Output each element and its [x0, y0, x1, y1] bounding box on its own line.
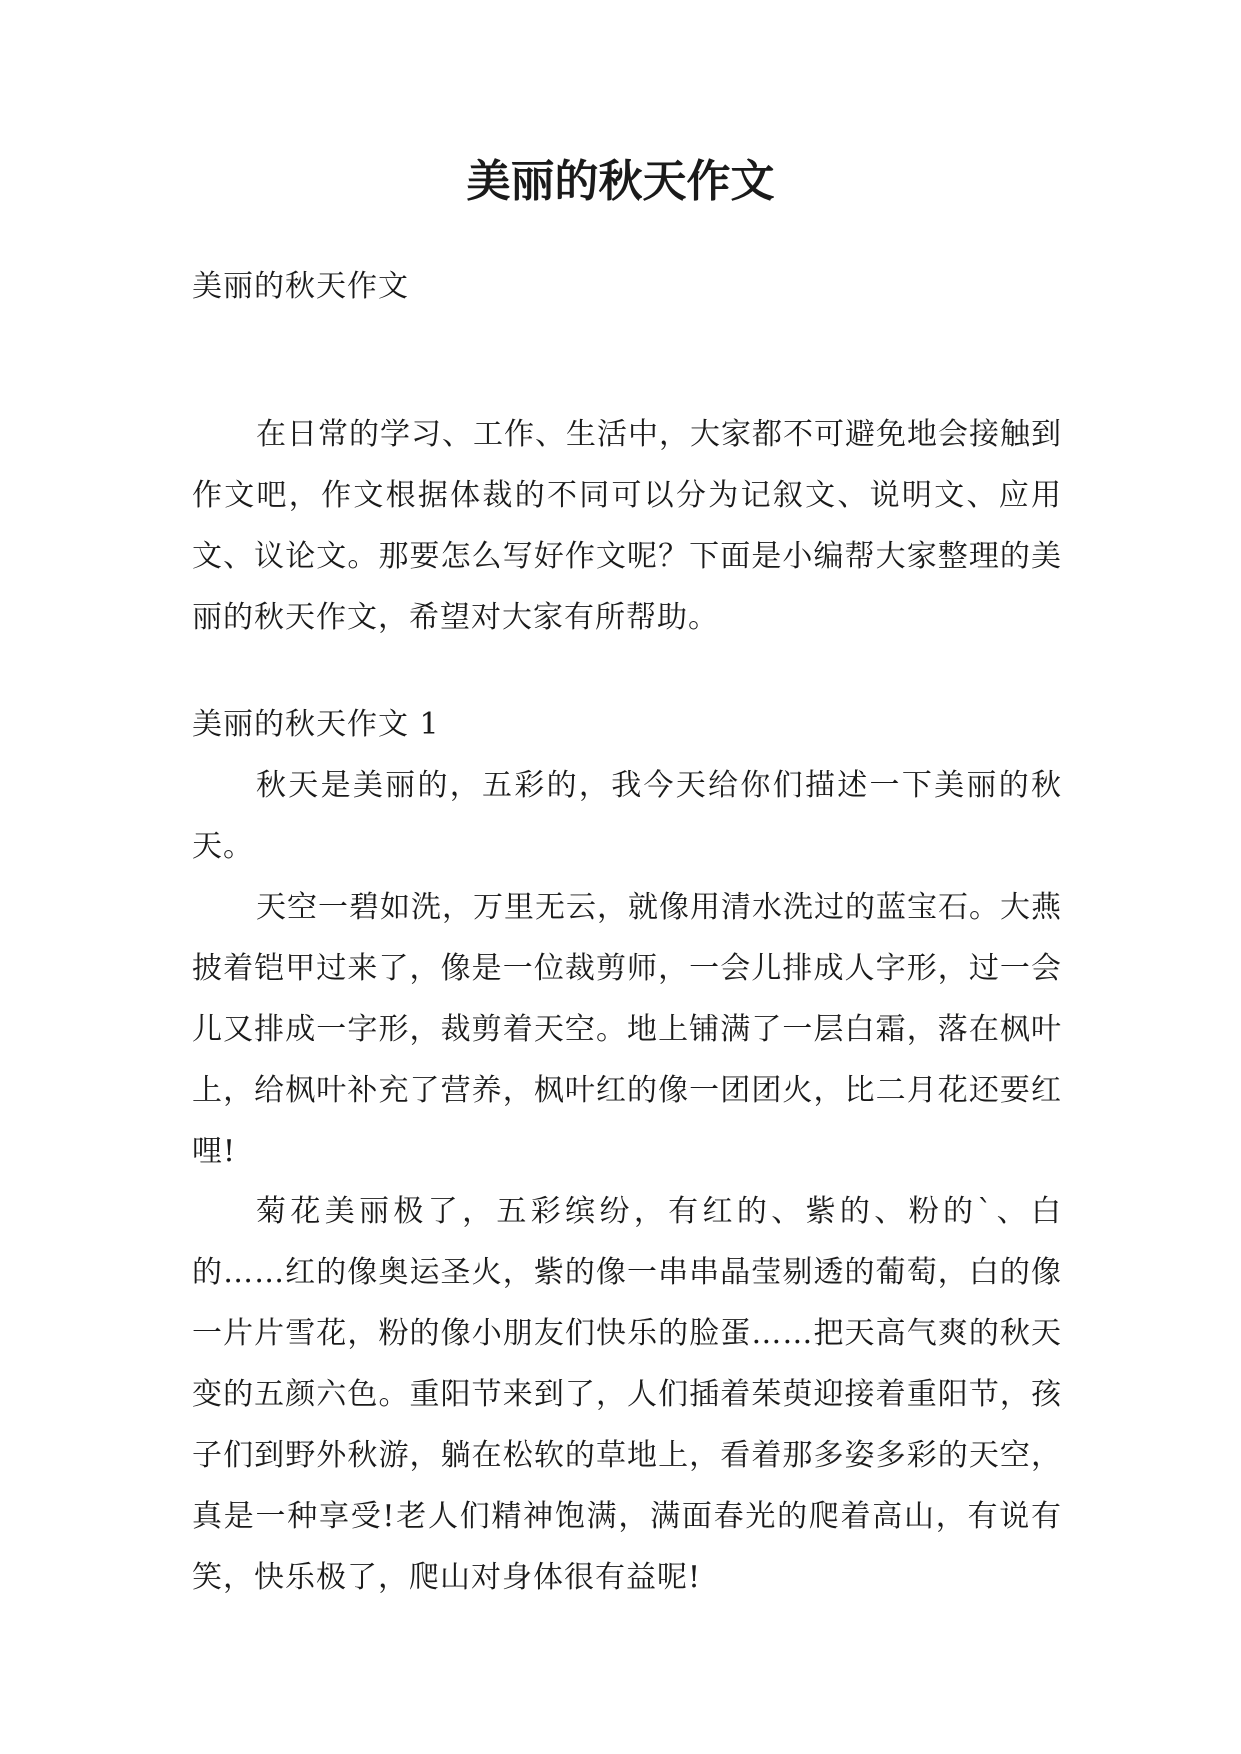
body-paragraph: 秋天是美丽的，五彩的，我今天给你们描述一下美丽的秋天。 — [192, 768, 1062, 864]
document-title: 美丽的秋天作文 — [466, 156, 775, 207]
document-subtitle: 美丽的秋天作文 — [192, 269, 409, 304]
intro-paragraph: 在日常的学习、工作、生活中，大家都不可避免地会接触到作文吧，作文根据体裁的不同可以分为记叙文、说明文、应用文、议论文。那要怎么写好作文呢？下面是小编帮大家整理的美丽的秋天作文，希望对大家有所帮助。 — [192, 417, 1062, 635]
section-heading: 美丽的秋天作文 1 — [192, 707, 440, 742]
body-paragraph: 菊花美丽极了，五彩缤纷，有红的、紫的、粉的`、白的……红的像奥运圣火，紫的像一串串晶莹剔透的葡萄，白的像一片片雪花，粉的像小朋友们快乐的脸蛋……把天高气爽的秋天变的五颜六色。重阳节来到了，人们插着茱萸迎接着重阳节，孩子们到野外秋游，躺在松软的草地上，看着那多姿多彩的天空，真是一种享受!老人们精神饱满，满面春光的爬着高山，有说有笑，快乐极了，爬山对身体很有益呢! — [192, 1194, 1062, 1595]
body-paragraph: 天空一碧如洗，万里无云，就像用清水洗过的蓝宝石。大燕披着铠甲过来了，像是一位裁剪师，一会儿排成人字形，过一会儿又排成一字形，裁剪着天空。地上铺满了一层白霜，落在枫叶上，给枫叶补充了营养，枫叶红的像一团团火，比二月花还要红哩! — [192, 890, 1062, 1169]
